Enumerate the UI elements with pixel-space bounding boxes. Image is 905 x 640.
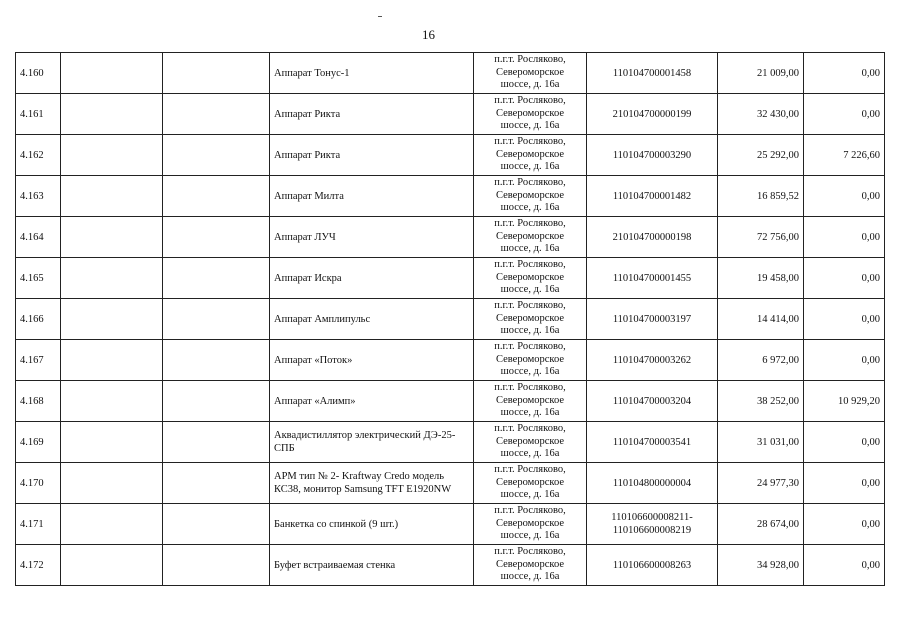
inventory-number: 110104700001482: [587, 176, 718, 217]
address-line: Североморское: [495, 271, 565, 283]
row-number: 4.172: [16, 545, 61, 586]
item-address: [474, 463, 587, 504]
book-value: 21 009,00: [718, 53, 804, 94]
empty-cell: [61, 258, 163, 299]
inventory-number: 110106600008263: [587, 545, 718, 586]
row-number: 4.170: [16, 463, 61, 504]
item-address: [474, 422, 587, 463]
empty-cell: [61, 176, 163, 217]
inventory-number: 110104700003541: [587, 422, 718, 463]
inventory-number: 110104700001455: [587, 258, 718, 299]
table-row: [16, 176, 885, 217]
address-line: п.г.т. Росляково,: [494, 505, 566, 517]
address-line: шоссе, д. 16а: [500, 243, 560, 255]
item-name: Аппарат «Алимп»: [270, 381, 474, 422]
address-line: Североморское: [495, 66, 565, 78]
residual-value: 0,00: [804, 176, 885, 217]
table-row: [16, 94, 885, 135]
table-row: [16, 504, 885, 545]
book-value: 19 458,00: [718, 258, 804, 299]
address-line: Североморское: [495, 435, 565, 447]
address-line: п.г.т. Росляково,: [494, 54, 566, 66]
book-value: 32 430,00: [718, 94, 804, 135]
book-value: 72 756,00: [718, 217, 804, 258]
inventory-number: 110104700003290: [587, 135, 718, 176]
book-value: 31 031,00: [718, 422, 804, 463]
item-address: [474, 340, 587, 381]
address-line: шоссе, д. 16а: [500, 79, 560, 91]
address-line: шоссе, д. 16а: [500, 448, 560, 460]
address-line: Североморское: [495, 189, 565, 201]
table-row: [16, 545, 885, 586]
row-number: 4.165: [16, 258, 61, 299]
address-line: шоссе, д. 16а: [500, 489, 560, 501]
inventory-number: 110104800000004: [587, 463, 718, 504]
address-line: шоссе, д. 16а: [500, 407, 560, 419]
address-line: Североморское: [495, 230, 565, 242]
table-row: [16, 299, 885, 340]
item-name: Буфет встраиваемая стенка: [270, 545, 474, 586]
residual-value: 0,00: [804, 217, 885, 258]
address-line: Североморское: [495, 394, 565, 406]
item-address: [474, 176, 587, 217]
row-number: 4.162: [16, 135, 61, 176]
row-number: 4.167: [16, 340, 61, 381]
item-address: [474, 545, 587, 586]
row-number: 4.169: [16, 422, 61, 463]
empty-cell: [163, 53, 270, 94]
row-number: 4.161: [16, 94, 61, 135]
book-value: 25 292,00: [718, 135, 804, 176]
item-name: Аппарат Искра: [270, 258, 474, 299]
book-value: 16 859,52: [718, 176, 804, 217]
address-line: шоссе, д. 16а: [500, 530, 560, 542]
row-number: 4.164: [16, 217, 61, 258]
address-line: Североморское: [495, 148, 565, 160]
address-line: п.г.т. Росляково,: [494, 136, 566, 148]
book-value: 38 252,00: [718, 381, 804, 422]
residual-value: 0,00: [804, 504, 885, 545]
residual-value: 0,00: [804, 422, 885, 463]
empty-cell: [61, 340, 163, 381]
property-table: [15, 52, 885, 586]
residual-value: 0,00: [804, 463, 885, 504]
item-address: [474, 381, 587, 422]
address-line: Североморское: [495, 517, 565, 529]
residual-value: 7 226,60: [804, 135, 885, 176]
item-name: Аппарат ЛУЧ: [270, 217, 474, 258]
item-name: АРМ тип № 2- Kraftway Credo модель КС38, монитор Samsung TFT E1920NW: [270, 463, 474, 504]
address-line: шоссе, д. 16а: [500, 571, 560, 583]
row-number: 4.163: [16, 176, 61, 217]
empty-cell: [61, 463, 163, 504]
address-line: Североморское: [495, 476, 565, 488]
empty-cell: [61, 217, 163, 258]
table-row: [16, 422, 885, 463]
item-address: [474, 299, 587, 340]
residual-value: 0,00: [804, 340, 885, 381]
address-line: шоссе, д. 16а: [500, 161, 560, 173]
table-row: [16, 258, 885, 299]
empty-cell: [163, 299, 270, 340]
book-value: 14 414,00: [718, 299, 804, 340]
page-number: 16: [422, 27, 435, 42]
residual-value: 0,00: [804, 53, 885, 94]
item-address: [474, 135, 587, 176]
inventory-number: 110104700003197: [587, 299, 718, 340]
empty-cell: [61, 545, 163, 586]
empty-cell: [61, 135, 163, 176]
empty-cell: [163, 217, 270, 258]
item-name: Аппарат Рикта: [270, 94, 474, 135]
address-line: шоссе, д. 16а: [500, 284, 560, 296]
item-address: [474, 258, 587, 299]
table-row: [16, 217, 885, 258]
address-line: Североморское: [495, 312, 565, 324]
empty-cell: [61, 381, 163, 422]
inventory-number: 110104700003204: [587, 381, 718, 422]
address-line: п.г.т. Росляково,: [494, 382, 566, 394]
row-number: 4.168: [16, 381, 61, 422]
address-line: п.г.т. Росляково,: [494, 300, 566, 312]
inventory-number: 210104700000199: [587, 94, 718, 135]
empty-cell: [163, 545, 270, 586]
address-line: п.г.т. Росляково,: [494, 177, 566, 189]
table-row: [16, 463, 885, 504]
empty-cell: [61, 94, 163, 135]
item-address: [474, 94, 587, 135]
table-row: [16, 340, 885, 381]
address-line: Североморское: [495, 558, 565, 570]
empty-cell: [61, 299, 163, 340]
item-name: Банкетка со спинкой (9 шт.): [270, 504, 474, 545]
row-number: 4.166: [16, 299, 61, 340]
item-name: Аппарат Рикта: [270, 135, 474, 176]
address-line: п.г.т. Росляково,: [494, 423, 566, 435]
table-row: [16, 381, 885, 422]
item-name: Аппарат Тонус-1: [270, 53, 474, 94]
book-value: 24 977,30: [718, 463, 804, 504]
book-value: 6 972,00: [718, 340, 804, 381]
address-line: п.г.т. Росляково,: [494, 464, 566, 476]
address-line: шоссе, д. 16а: [500, 202, 560, 214]
empty-cell: [163, 422, 270, 463]
address-line: шоссе, д. 16а: [500, 366, 560, 378]
empty-cell: [163, 94, 270, 135]
address-line: п.г.т. Росляково,: [494, 95, 566, 107]
empty-cell: [61, 504, 163, 545]
item-name: Аппарат «Поток»: [270, 340, 474, 381]
empty-cell: [163, 135, 270, 176]
address-line: п.г.т. Росляково,: [494, 218, 566, 230]
empty-cell: [163, 463, 270, 504]
inventory-number: 110106600008211-110106600008219: [587, 504, 718, 545]
residual-value: 0,00: [804, 258, 885, 299]
book-value: 28 674,00: [718, 504, 804, 545]
empty-cell: [163, 176, 270, 217]
address-line: п.г.т. Росляково,: [494, 341, 566, 353]
inventory-number: 110104700003262: [587, 340, 718, 381]
row-number: 4.171: [16, 504, 61, 545]
item-name: Аппарат Милта: [270, 176, 474, 217]
book-value: 34 928,00: [718, 545, 804, 586]
table-row: [16, 135, 885, 176]
item-address: [474, 53, 587, 94]
address-line: шоссе, д. 16а: [500, 120, 560, 132]
empty-cell: [61, 53, 163, 94]
item-name: Аквадистиллятор электрический ДЭ-25-СПБ: [270, 422, 474, 463]
address-line: шоссе, д. 16а: [500, 325, 560, 337]
empty-cell: [163, 340, 270, 381]
empty-cell: [163, 504, 270, 545]
empty-cell: [61, 422, 163, 463]
item-address: [474, 217, 587, 258]
address-line: п.г.т. Росляково,: [494, 546, 566, 558]
residual-value: 10 929,20: [804, 381, 885, 422]
table-row: [16, 53, 885, 94]
item-address: [474, 504, 587, 545]
row-number: 4.160: [16, 53, 61, 94]
address-line: Североморское: [495, 353, 565, 365]
address-line: Североморское: [495, 107, 565, 119]
inventory-number: 210104700000198: [587, 217, 718, 258]
residual-value: 0,00: [804, 545, 885, 586]
address-line: п.г.т. Росляково,: [494, 259, 566, 271]
empty-cell: [163, 381, 270, 422]
inventory-number: 110104700001458: [587, 53, 718, 94]
residual-value: 0,00: [804, 94, 885, 135]
item-name: Аппарат Амплипульс: [270, 299, 474, 340]
residual-value: 0,00: [804, 299, 885, 340]
empty-cell: [163, 258, 270, 299]
scan-mark: [378, 16, 382, 17]
